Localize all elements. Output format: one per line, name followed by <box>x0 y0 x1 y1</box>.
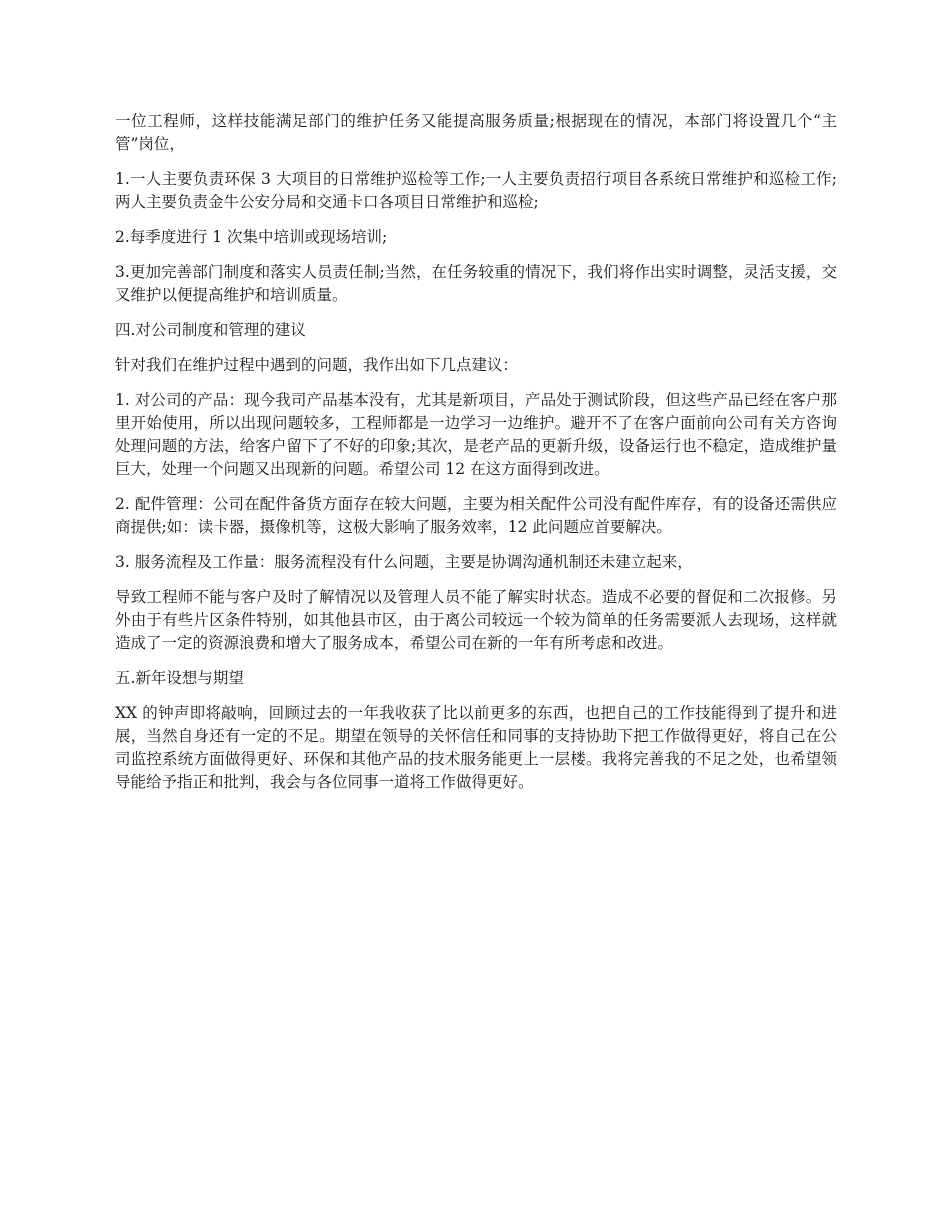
paragraph-process-detail: 导致工程师不能与客户及时了解情况以及管理人员不能了解实时状态。造成不必要的督促和二次报修。另外由于有些片区条件特别，如其他县市区，由于离公司较远一个较为简单的任务需要派人去现场，这样就造成了一定的资源浪费和增大了服务成本，希望公司在新的一年有所考虑和改进。 <box>115 588 837 652</box>
paragraph-item-3: 3.更加完善部门制度和落实人员责任制;当然，在任务较重的情况下，我们将作出实时调整，灵活支援，交叉维护以便提高维护和培训质量。 <box>115 263 837 304</box>
paragraph-suggestion-products: 1. 对公司的产品：现今我司产品基本没有，尤其是新项目，产品处于测试阶段，但这些产品已经在客户那里开始使用，所以出现问题较多，工程师都是一边学习一边维护。避开不了在客户面前向公司有关方咨询处理问题的方法，给客户留下了不好的印象;其次，是老产品的更新升级，设备运行也不稳定，造成维护量巨大，处理一个问题又出现新的问题。希望公司 12 在这方面得到改进。 <box>115 391 837 478</box>
paragraph-item-2: 2.每季度进行 1 次集中培训或现场培训; <box>115 228 388 246</box>
paragraph-item-1: 1.一人主要负责环保 3 大项目的日常维护巡检等工作;一人主要负责招行项目各系统日常维护和巡检工作;两人主要负责金牛公安分局和交通卡口各项目日常维护和巡检; <box>115 170 837 211</box>
paragraph-suggestions-intro: 针对我们在维护过程中遇到的问题，我作出如下几点建议： <box>115 356 519 374</box>
paragraph-suggestion-parts: 2. 配件管理：公司在配件备货方面存在较大问题，主要为相关配件公司没有配件库存，有的设备还需供应商提供;如：读卡器，摄像机等，这极大影响了服务效率，12 此问题应首要解决。 <box>115 495 837 536</box>
document-page <box>115 110 837 806</box>
section-heading-suggestions: 四.对公司制度和管理的建议 <box>115 321 306 339</box>
paragraph-new-year: XX 的钟声即将敲响，回顾过去的一年我收获了比以前更多的东西，也把自己的工作技能得到了提升和进展，当然自身还有一定的不足。期望在领导的关怀信任和同事的支持协助下把工作做得更好，将自己在公司监控系统方面做得更好、环保和其他产品的技术服务能更上一层楼。我将完善我的不足之处，也希望领导能给予指正和批判，我会与各位同事一道将工作做得更好。 <box>115 704 837 791</box>
paragraph-intro: 一位工程师，这样技能满足部门的维护任务又能提高服务质量;根据现在的情况，本部门将设置几个“主管”岗位， <box>115 112 837 153</box>
paragraph-suggestion-process: 3. 服务流程及工作量：服务流程没有什么问题，主要是协调沟通机制还未建立起来， <box>115 553 693 571</box>
section-heading-new-year: 五.新年设想与期望 <box>115 669 244 687</box>
